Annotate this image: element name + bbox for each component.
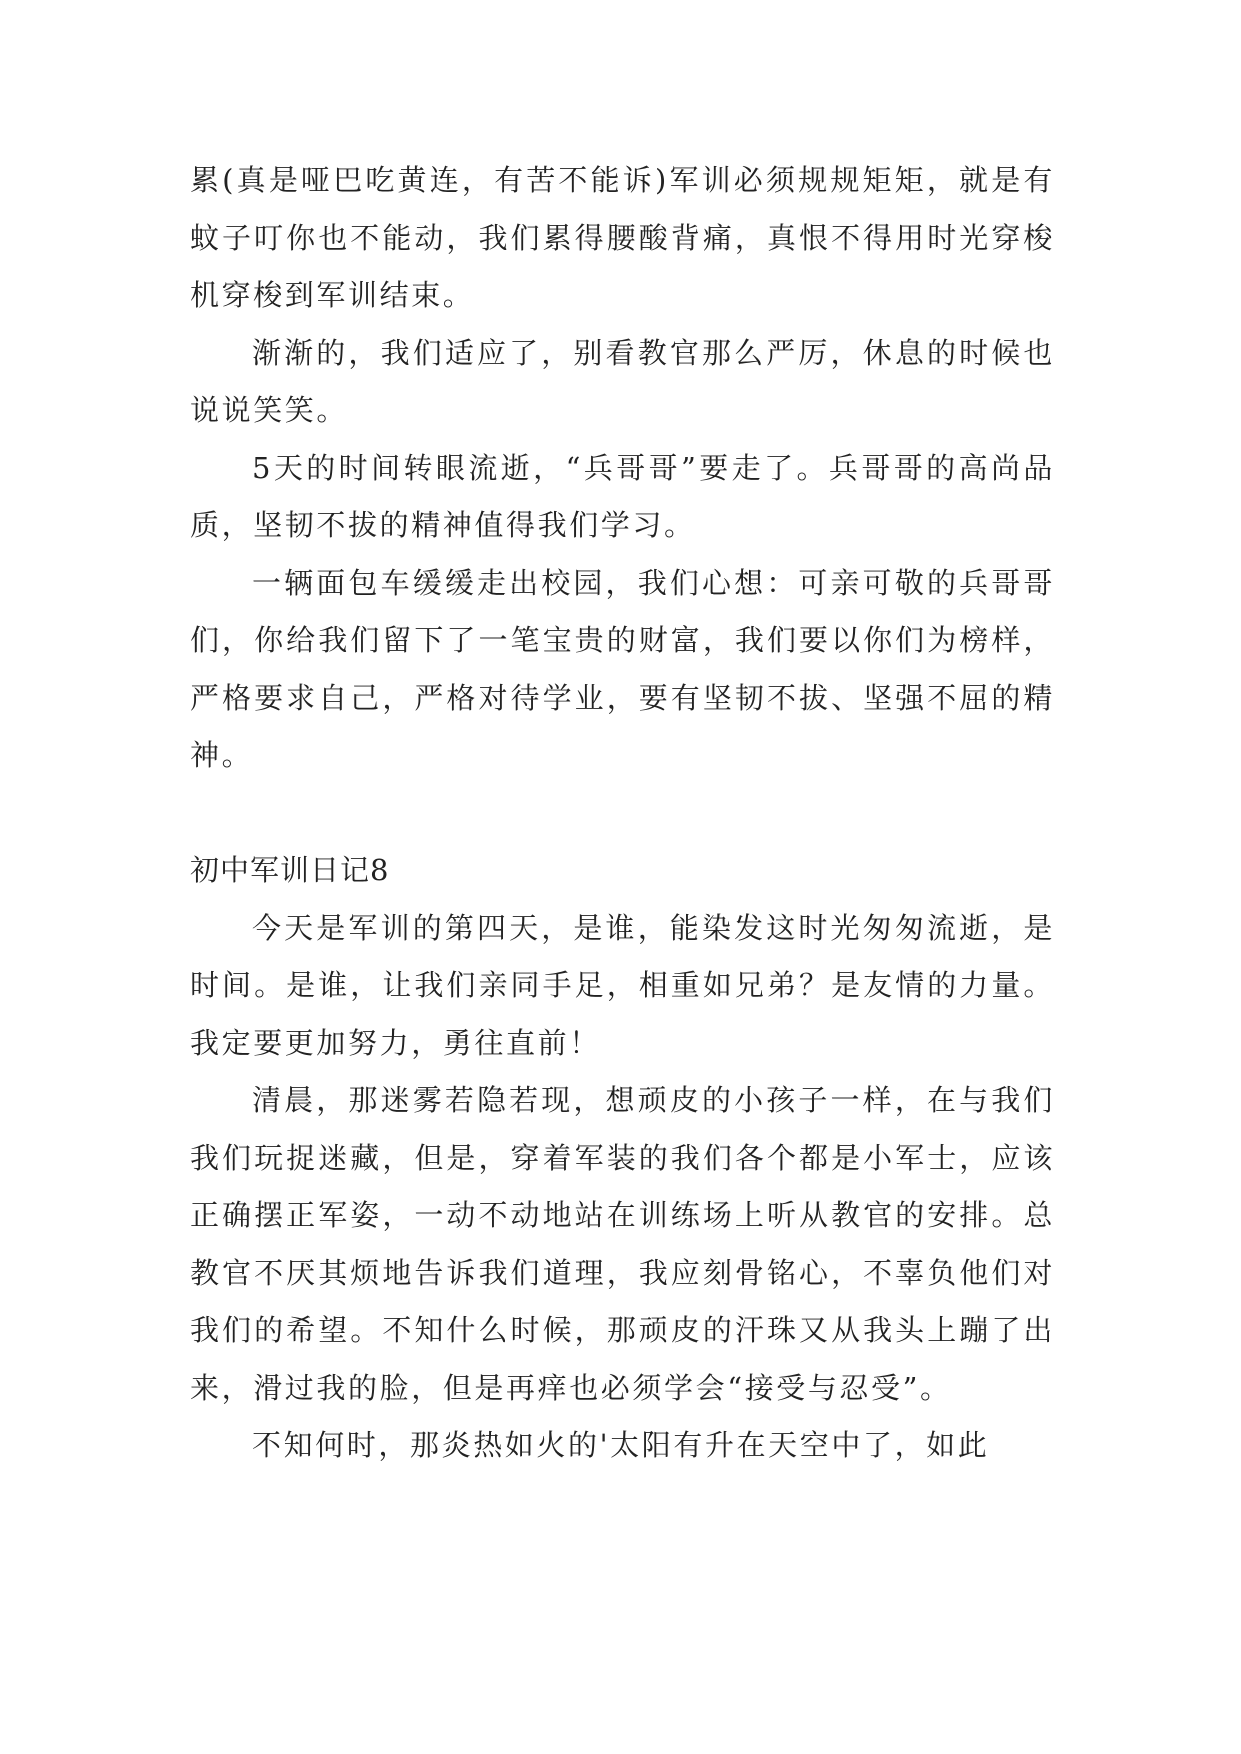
paragraph-4: 一辆面包车缓缓走出校园，我们心想：可亲可敬的兵哥哥们，你给我们留下了一笔宝贵的财富，我们要以你们为榜样，严格要求自己，严格对待学业，要有坚韧不拔、坚强不屈的精神。	[190, 565, 1055, 772]
paragraph-6: 清晨，那迷雾若隐若现，想顽皮的小孩子一样，在与我们我们玩捉迷藏，但是，穿着军装的我们各个都是小军士，应该正确摆正军姿，一动不动地站在训练场上听从教官的安排。总教官不厌其烦地告诉我们道理，我应刻骨铭心，不辜负他们对我们的希望。不知什么时候，那顽皮的汗珠又从我头上蹦了出来，滑过我的脸，但是再痒也必须学会“接受与忍受”。	[190, 1083, 1055, 1405]
section-title: 初中军训日记8	[190, 853, 390, 887]
document-body	[190, 152, 1055, 1475]
paragraph-3: 5天的时间转眼流逝，“兵哥哥”要走了。兵哥哥的高尚品质，坚韧不拔的精神值得我们学习。	[190, 450, 1055, 542]
paragraph-1: 累(真是哑巴吃黄连，有苦不能诉)军训必须规规矩矩，就是有蚊子叮你也不能动，我们累得腰酸背痛，真恨不得用时光穿梭机穿梭到军训结束。	[190, 163, 1055, 312]
paragraph-5: 今天是军训的第四天，是谁，能染发这时光匆匆流逝，是时间。是谁，让我们亲同手足，相重如兄弟？是友情的力量。我定要更加努力，勇往直前！	[190, 910, 1055, 1060]
paragraph-2: 渐渐的，我们适应了，别看教官那么严厉，休息的时候也说说笑笑。	[190, 335, 1055, 427]
paragraph-7: 不知何时，那炎热如火的'太阳有升在天空中了，如此	[252, 1428, 990, 1462]
